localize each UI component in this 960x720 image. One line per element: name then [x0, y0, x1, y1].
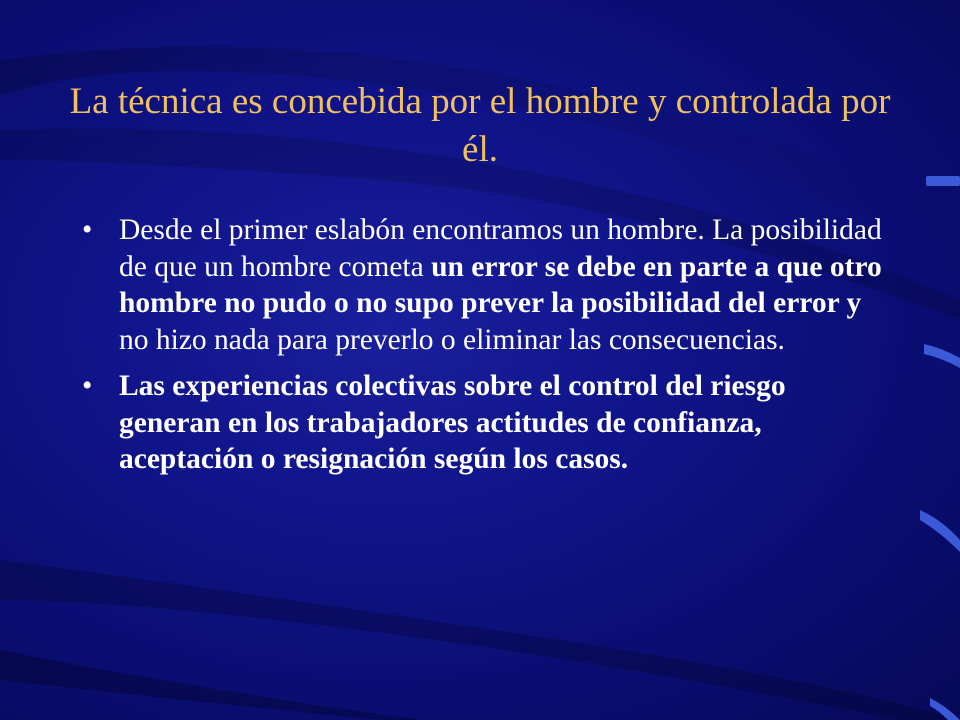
bullet-text-bold: Las experiencias colectivas sobre el control del riesgo generan en los trabajadores actitudes de confianza, aceptación o resignación según los casos.	[119, 370, 786, 475]
bullet-text-regular: Desde el primer eslabón encontramos un hombre. La posibilidad de que un hombre cometa	[119, 214, 882, 283]
bullet-text-regular: no hizo nada para preverlo o eliminar las consecuencias.	[119, 323, 785, 356]
bullet-item	[82, 368, 882, 478]
slide-title: La técnica es concebida por el hombre y controlada por él.	[69, 81, 891, 170]
bullet-marker: •	[82, 214, 93, 246]
swoosh-curve	[0, 560, 960, 720]
accent-mark	[920, 510, 960, 552]
bullet-item	[82, 212, 882, 358]
bullet-text-bold: un error se debe en parte a que otro hombre no pudo o no supo prever la posibilidad del error y	[119, 250, 882, 319]
bullet-list	[82, 212, 882, 488]
accent-mark	[924, 344, 960, 368]
accent-mark	[926, 176, 960, 186]
bullet-marker: •	[82, 370, 93, 402]
swoosh-curve	[0, 650, 420, 720]
